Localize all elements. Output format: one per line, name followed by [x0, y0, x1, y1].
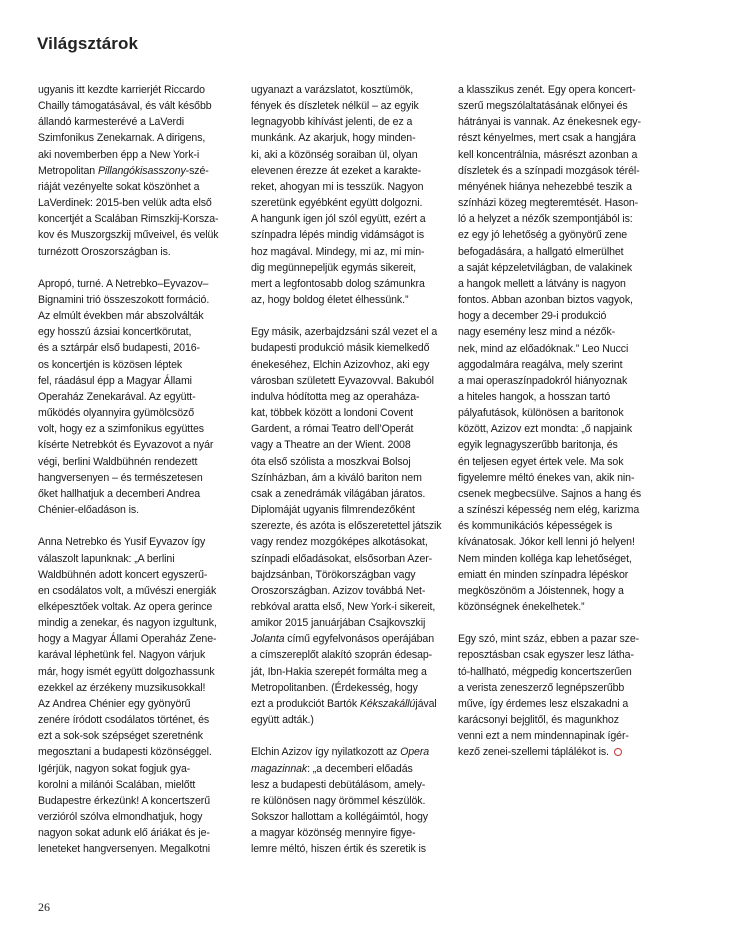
text-line: pályafutások, különösen a baritonok: [458, 407, 624, 420]
text-line: a mai operaszínpadokról hiányoznak: [458, 374, 628, 387]
text-line: os koncertjén is közösen léptek: [38, 358, 183, 371]
text-line: Bignamini trió összeszokott formáció.: [38, 294, 210, 307]
article-paragraph: [458, 82, 668, 615]
text-line: indulva hódította meg az operaháza-: [251, 390, 420, 403]
text-line: en csodálatos volt, a művészi energiák: [38, 584, 217, 597]
text-line: Igérjük, nagyon sokat fogjuk gya-: [38, 762, 191, 775]
text-line: működés olyannyira gyümölcsöző: [38, 407, 194, 420]
text-line: verzióról szólva elmondhatjuk, hogy: [38, 811, 203, 823]
text-line: emiatt én minden színpadra lépéskor: [458, 568, 629, 581]
text-line: díszletek és a színpadi mozgások térél-: [458, 164, 640, 177]
article-paragraph: [458, 631, 668, 760]
article-paragraph: [38, 82, 248, 260]
text-line: Operaház Zenekarával. Az együtt-: [38, 390, 196, 403]
text-line: turnézott Oroszországban is.: [38, 245, 171, 258]
text-line: zenére íródott csodálatos történet, és: [38, 714, 210, 727]
text-line: rebkóval aratta első, New York-i sikereit,: [251, 600, 436, 613]
text-line: nagyon sokat adunk elő áriákat és je-: [38, 827, 210, 840]
text-line: ezt a sok-sok szépséget szeretnénk: [38, 730, 204, 743]
text-line: Elchin Azizov így nyilatkozott az Opera: [251, 746, 430, 759]
text-line: fontos. Abban azonban biztos vagyok,: [458, 294, 633, 307]
text-line: amikor 2015 januárjában Csajkovszkij: [251, 617, 426, 630]
text-line: részt kényelmes, mert csak a hangjára: [458, 132, 636, 145]
text-line: végi, berlini Waldbühnén rendezett: [38, 455, 198, 468]
text-line: Nem minden kolléga kap lehetőséget,: [458, 552, 632, 565]
article-paragraph: [38, 534, 248, 857]
text-line: karával léphetünk fel. Nagyon várjuk: [38, 649, 206, 662]
text-line: tó-hallható, mégpedig koncertszerűen: [458, 665, 632, 678]
text-line: figyelemre méltó énekes van, akik nin-: [458, 471, 635, 484]
text-line: Szimfonikus Zenekarnak. A dirigens,: [38, 132, 206, 145]
text-line: hogy a december 29-i produkció: [458, 310, 607, 323]
text-line: magazinnak: „a decemberi előadás: [251, 762, 413, 775]
text-line: között, Azizov ezt mondta: „ő napjaink: [458, 423, 633, 436]
text-line: válaszolt lapunknak: „A berlini: [38, 552, 175, 565]
text-line: korolni a milánói Scalában, mielőtt: [38, 778, 196, 791]
text-line: a verista zeneszerző legnépszerűbb: [458, 681, 625, 694]
text-line: LaVerdinek: 2015-ben velük adta első: [38, 197, 212, 210]
text-line: egy hosszú ázsiai koncertkörutat,: [38, 326, 192, 339]
text-line: hogy a Magyar Állami Operaház Zene-: [38, 633, 217, 646]
text-line: vagy a Theatre an der Wient. 2008: [251, 439, 411, 452]
text-line: csenek megbecsülve. Sajnos a hang és: [458, 487, 642, 500]
text-line: vagy rendez mozgóképes alkotásokat,: [251, 536, 428, 549]
text-line: ményének hiánya nehezebbé teszik a: [458, 180, 632, 193]
text-line: dig megünnepeljük egymás sikereit,: [251, 261, 417, 274]
text-line: Oroszországban. Azizov továbbá Net-: [251, 584, 426, 597]
text-line: bajdzsánban, Törökországban vagy: [251, 568, 416, 581]
text-line: szeretünk egyébként együtt dolgozni.: [251, 197, 423, 210]
text-line: a címszereplőt alakító szoprán édesap-: [251, 649, 433, 662]
text-line: munkánk. Az akarjuk, hogy minden-: [251, 132, 416, 145]
article-paragraph: [38, 276, 248, 518]
text-line: megosztani a budapesti közönséggel.: [38, 746, 212, 759]
text-line: Egy másik, azerbajdzsáni szál vezet el a: [251, 326, 438, 339]
text-line: Az elmúlt években már abszolválták: [38, 310, 204, 323]
text-line: kívánatosak. Jókor kell lenni jó helyen!: [458, 536, 635, 549]
text-line: a hangok mellett a látvány is nagyon: [458, 277, 626, 290]
text-column-1: [38, 82, 248, 874]
text-line: venni ezt a nem mindennapinak ígér-: [458, 730, 629, 743]
text-line: Chénier-előadáson is.: [38, 504, 139, 517]
text-line: én teljesen egyet értek vele. Ma sok: [458, 455, 624, 468]
text-line: elképesztőek voltak. Az opera gerince: [38, 600, 213, 613]
text-line: ugyanis itt kezdte karrierjét Riccardo: [38, 84, 205, 96]
text-line: nagy esemény lesz mind a nézők-: [458, 326, 616, 339]
text-line: a színészi képesség nem elég, karizma: [458, 504, 640, 517]
text-line: Anna Netrebko és Yusif Eyvazov így: [38, 536, 206, 549]
text-line: A hangunk igen jól szól együtt, ezért a: [251, 213, 426, 226]
text-line: fel, ráadásul épp a Magyar Állami: [38, 374, 192, 387]
text-line: a klasszikus zenét. Egy opera koncert-: [458, 84, 636, 96]
text-line: karácsonyi bejglitől, és magunkhoz: [458, 714, 619, 727]
text-column-3: [458, 82, 668, 777]
text-line: lesz a budapesti debütálásom, amely-: [251, 778, 426, 791]
text-line: őket hallhatjuk a decemberi Andrea: [38, 487, 201, 500]
end-of-article-icon: [614, 748, 622, 756]
text-line: Metropolitan Pillangókisasszony-szé-: [38, 164, 209, 177]
text-line: elevenen érezze át ezeket a karakte-: [251, 164, 422, 177]
text-line: Jolanta című egyfelvonásos operájában: [251, 633, 434, 646]
text-line: Színházban, ám a kiváló bariton nem: [251, 471, 422, 484]
text-line: volt, hogy ez a szimfonikus együttes: [38, 423, 204, 436]
text-line: óta első szólista a moszkvai Bolsoj: [251, 455, 411, 468]
text-line: mindig a zenekar, és nagyon izgultunk,: [38, 617, 217, 630]
text-line: kísérte Netrebkót és Eyvazovot a nyár: [38, 439, 214, 452]
text-line: Diplomáját ugyanis filmrendezőként: [251, 504, 415, 517]
page-number: 26: [38, 900, 50, 914]
text-line: együtt adták.): [251, 714, 314, 727]
text-line: Apropó, turné. A Netrebko–Eyvazov–: [38, 277, 209, 290]
text-line: az, hogy boldog életet élhessünk.”: [251, 294, 409, 307]
text-line: hoz magával. Mindegy, mi az, mi min-: [251, 245, 425, 258]
text-line: Egy szó, mint száz, ebben a pazar sze-: [458, 633, 640, 646]
text-line: nek, mind az előadóknak.” Leo Nucci: [458, 342, 629, 355]
text-line: Metropolitanben. (Érdekesség, hogy: [251, 681, 418, 694]
text-line: ezekkel az érzékeny muzsikusokkal!: [38, 681, 206, 694]
text-line: és kommunikációs képességek is: [458, 520, 613, 533]
text-line: ki, aki a közönség soraiban ül, olyan: [251, 148, 418, 161]
text-line: állandó karmesterévé a LaVerdi: [38, 116, 184, 129]
article-paragraph: [251, 82, 461, 308]
text-line: ugyanazt a varázslatot, kosztümök,: [251, 84, 414, 96]
text-line: lemre méltó, hiszen értik és szeretik is: [251, 843, 426, 856]
article-paragraph: [251, 324, 461, 728]
text-line: a hiteles hangok, a hosszan tartó: [458, 390, 611, 403]
text-line: Waldbühnén adott koncert egyszerű-: [38, 568, 208, 581]
text-line: Sokszor hallottam a kollégáimtól, hogy: [251, 811, 428, 823]
text-line: kat, többek között a londoni Covent: [251, 407, 413, 420]
text-line: befogadására, a hallgató elmerülhet: [458, 245, 624, 258]
text-line: a magyar közönség mennyire figye-: [251, 827, 416, 840]
text-line: színházi közeg megteremtését. Hason-: [458, 197, 639, 210]
text-line: re különösen nagy örömmel készülök.: [251, 794, 426, 807]
text-line: legnagyobb kihívást jelenti, de ez a: [251, 116, 413, 129]
text-line: aki novemberben épp a New York-i: [38, 148, 200, 161]
text-line: szerű megszólaltatásának előnyei és: [458, 100, 628, 113]
text-line: koncertjét a Scalában Rimszkij-Korsza-: [38, 213, 219, 226]
text-line: közönségnek énekelhetek.”: [458, 601, 585, 613]
text-line: színpadra lépés mindig vidámságot is: [251, 229, 425, 242]
text-line: kov és Muszorgszkij műveivel, és velük: [38, 229, 219, 242]
text-line: aggodalmára reagálva, mely szerint: [458, 358, 623, 371]
text-column-2: [251, 82, 461, 874]
text-line: énekeséhez, Elchin Azizovhoz, aki egy: [251, 358, 430, 371]
text-line: műve, így érdemes lesz elszakadni a: [458, 697, 629, 710]
text-line: már, hogy ismét együtt dolgozhassunk: [38, 665, 215, 678]
text-line: ját, Ibn-Hakia szerepét formálta meg a: [251, 665, 427, 678]
text-line: kell koncentrálnia, másrészt azonban a: [458, 148, 638, 161]
text-line: szerezte, és azóta is előszeretettel játszik: [251, 520, 442, 533]
text-line: fények és díszletek nélkül – az egyik: [251, 100, 419, 113]
section-title: Világsztárok: [37, 34, 139, 53]
text-line: a saját képzeletvilágban, de valakinek: [458, 261, 633, 274]
text-line: kező zenei-szellemi táplálékot is.: [458, 744, 668, 760]
text-line: leneteket hangversenyen. Megalkotni: [38, 843, 211, 856]
text-line: városban született Eyvazovval. Bakuból: [251, 374, 434, 387]
text-line: riáját vezényelte sokat köszönhet a: [38, 180, 200, 193]
text-line: csak a zenedrámák világában járatos.: [251, 487, 426, 500]
text-line: ezt a produkciót Bartók Kékszakállújával: [251, 697, 437, 710]
text-line: budapesti produkció másik kiemelkedő: [251, 342, 430, 355]
article-paragraph: [251, 744, 461, 857]
text-line: ló a helyzet a nézők szempontjából is:: [458, 213, 633, 226]
text-line: megköszönöm a Jóistennek, hogy a: [458, 584, 624, 597]
text-line: és a sztárpár első budapesti, 2016-: [38, 342, 200, 355]
text-line: reket, ahogyan mi is tesszük. Nagyon: [251, 180, 424, 193]
text-line: mert a legfontosabb dolog számunkra: [251, 277, 425, 290]
text-line: ez egy jó lehetőség a gyönyörű zene: [458, 229, 628, 242]
text-line: Gardent, a római Teatro dell’Operát: [251, 423, 414, 436]
text-line: hátrányai is vannak. Az énekesnek egy-: [458, 116, 641, 129]
text-line: egyik legnagyszerűbb baritonja, és: [458, 439, 618, 452]
text-line: Az Andrea Chénier egy gyönyörű: [38, 697, 191, 710]
text-line: Budapestre érkezünk! A koncertszerű: [38, 794, 210, 807]
text-line: hangversenyen – és természetesen: [38, 471, 203, 484]
text-line: színpadi előadásokat, elsősorban Azer-: [251, 552, 433, 565]
text-line: Chailly támogatásával, és vált később: [38, 100, 212, 113]
text-line: reposztásban csak egyszer lesz látha-: [458, 649, 634, 662]
